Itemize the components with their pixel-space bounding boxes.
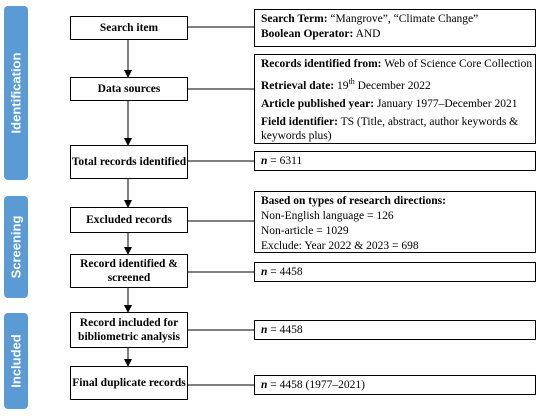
sources-retrieval-line — [261, 75, 529, 93]
included-n-label: n — [261, 324, 268, 336]
sources-published-value: January 1977–December 2021 — [376, 97, 518, 110]
excluded-heading — [261, 194, 529, 208]
excluded-line-1: Non-English language = 126 — [261, 210, 394, 222]
step-total-records — [70, 145, 188, 179]
sources-field-value: TS (Title, abstract, author keywords & keywords plus) — [261, 115, 519, 142]
phase-label-identification: Identification — [8, 52, 24, 134]
sources-published-line — [261, 97, 529, 111]
final-n-value: = 4458 (1977–2021) — [270, 379, 365, 391]
step-record-included — [70, 312, 188, 348]
step-record-included-label: Record included for bibliometric analysis — [78, 317, 180, 343]
excluded-line-2: Non-article = 1029 — [261, 225, 349, 237]
final-n-label: n — [261, 379, 268, 391]
search-operator-value: AND — [355, 28, 381, 40]
detail-included — [254, 320, 536, 340]
sources-retrieval-label: Retrieval date: — [261, 79, 335, 92]
step-record-identified — [70, 254, 188, 288]
sources-records-line — [261, 57, 533, 71]
phase-label-included: Included — [8, 334, 24, 388]
excluded-line-3: Exclude: Year 2022 & 2023 = 698 — [261, 240, 419, 252]
step-excluded-records-label: Excluded records — [86, 214, 172, 226]
phase-identification — [4, 6, 28, 180]
included-count — [261, 323, 303, 337]
excluded-heading-text: Based on types of research directions: — [261, 195, 446, 207]
sources-records-label: Records identified from: — [261, 58, 382, 70]
phase-label-screening: Screening — [8, 215, 24, 279]
phase-screening — [4, 196, 28, 298]
detail-sources — [254, 54, 536, 144]
detail-excluded — [254, 191, 536, 253]
sources-field-label: Field identifier: — [261, 115, 338, 128]
step-search-item — [70, 16, 188, 40]
detail-final — [254, 375, 536, 395]
step-excluded-records — [70, 207, 188, 233]
detail-search — [254, 9, 536, 47]
total-n-label: n — [261, 155, 268, 167]
total-count — [261, 154, 302, 168]
search-term-value: “Mangrove”, “Climate Change” — [330, 13, 479, 25]
identified-n-label: n — [261, 266, 268, 278]
search-operator-label: Boolean Operator: — [261, 28, 354, 40]
step-search-item-label: Search item — [99, 22, 159, 34]
step-final-duplicate-label: Final duplicate records — [72, 377, 186, 389]
sources-retrieval-sup: th — [348, 77, 355, 86]
search-term-label: Search Term: — [261, 13, 328, 25]
identified-count — [261, 265, 303, 279]
step-final-duplicate — [70, 366, 188, 400]
step-data-sources-label: Data sources — [97, 83, 161, 95]
final-count — [261, 378, 365, 392]
sources-retrieval-rest: December 2022 — [357, 79, 431, 92]
total-n-value: = 6311 — [270, 155, 303, 167]
search-operator-line — [261, 27, 529, 41]
step-data-sources — [70, 77, 188, 101]
sources-published-label: Article published year: — [261, 97, 375, 110]
identified-n-value: = 4458 — [270, 266, 303, 278]
sources-records-value: Web of Science Core Collection — [384, 58, 533, 70]
detail-total — [254, 151, 536, 171]
included-n-value: = 4458 — [270, 324, 303, 336]
phase-included — [4, 313, 28, 409]
search-term-line — [261, 12, 529, 26]
sources-field-line — [261, 115, 529, 143]
step-total-records-label: Total records identified — [71, 156, 187, 168]
sources-retrieval-day: 19 — [337, 79, 349, 92]
step-record-identified-label: Record identified & screened — [80, 258, 178, 284]
detail-identified — [254, 262, 536, 282]
